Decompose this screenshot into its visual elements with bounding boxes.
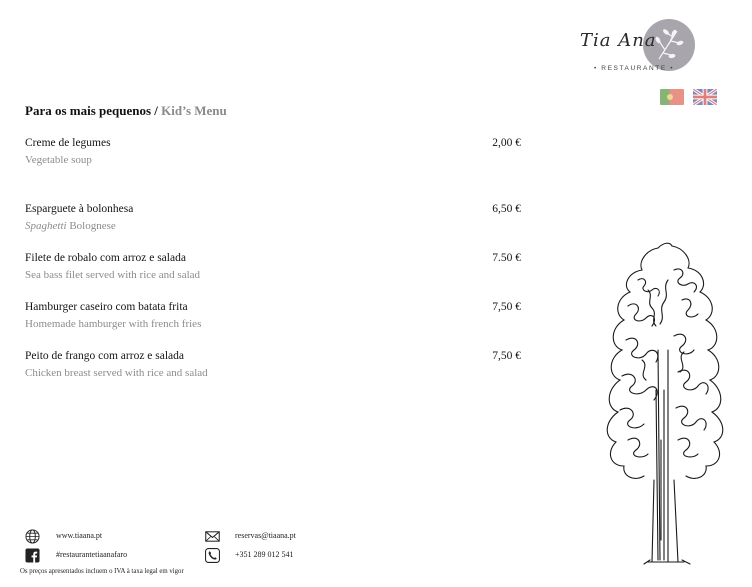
tax-note: Os preços apresentados incluem o IVA à taxa legal em vigor (20, 568, 184, 575)
item-price: 6,50 € (492, 203, 521, 215)
phone-icon (205, 548, 220, 563)
email-icon (205, 529, 220, 544)
portugal-flag-icon[interactable] (660, 89, 684, 105)
item-name: Creme de legumes (25, 137, 111, 149)
tree-illustration (598, 240, 732, 570)
item-name: Filete de robalo com arroz e salada (25, 252, 186, 264)
item-description: Sea bass filet served with rice and salad (25, 269, 201, 281)
website-link[interactable]: www.tiaana.pt (56, 531, 103, 540)
item-price: 2,00 € (492, 137, 521, 149)
item-name: Esparguete à bolonhesa (25, 203, 134, 215)
item-price: 7.50 € (492, 252, 521, 264)
item-name: Peito de frango com arroz e salada (25, 350, 185, 362)
item-price: 7,50 € (492, 350, 521, 362)
section-title-en: Kid’s Menu (161, 103, 227, 118)
globe-icon (25, 529, 40, 544)
logo-subtitle: • RESTAURANTE • (594, 65, 675, 72)
item-description: Homemade hamburger with french fries (25, 318, 202, 330)
email-link[interactable]: reservas@tiaana.pt (235, 531, 296, 540)
item-description: Vegetable soup (25, 154, 92, 166)
uk-flag-icon[interactable] (693, 89, 717, 105)
item-description: Spaghetti Bolognese (25, 220, 116, 232)
section-title-pt: Para os mais pequenos / (25, 103, 158, 118)
item-description: Chicken breast served with rice and salad (25, 367, 208, 379)
item-price: 7,50 € (492, 301, 521, 313)
facebook-icon (25, 548, 40, 563)
item-name: Hamburger caseiro com batata frita (25, 301, 188, 313)
facebook-link[interactable]: #restaurantetiaanafaro (56, 550, 128, 559)
restaurant-logo (578, 16, 700, 78)
phone-number[interactable]: +351 289 012 541 (235, 550, 294, 559)
logo-script-text: Tia Ana (580, 30, 657, 51)
section-title (25, 103, 227, 119)
